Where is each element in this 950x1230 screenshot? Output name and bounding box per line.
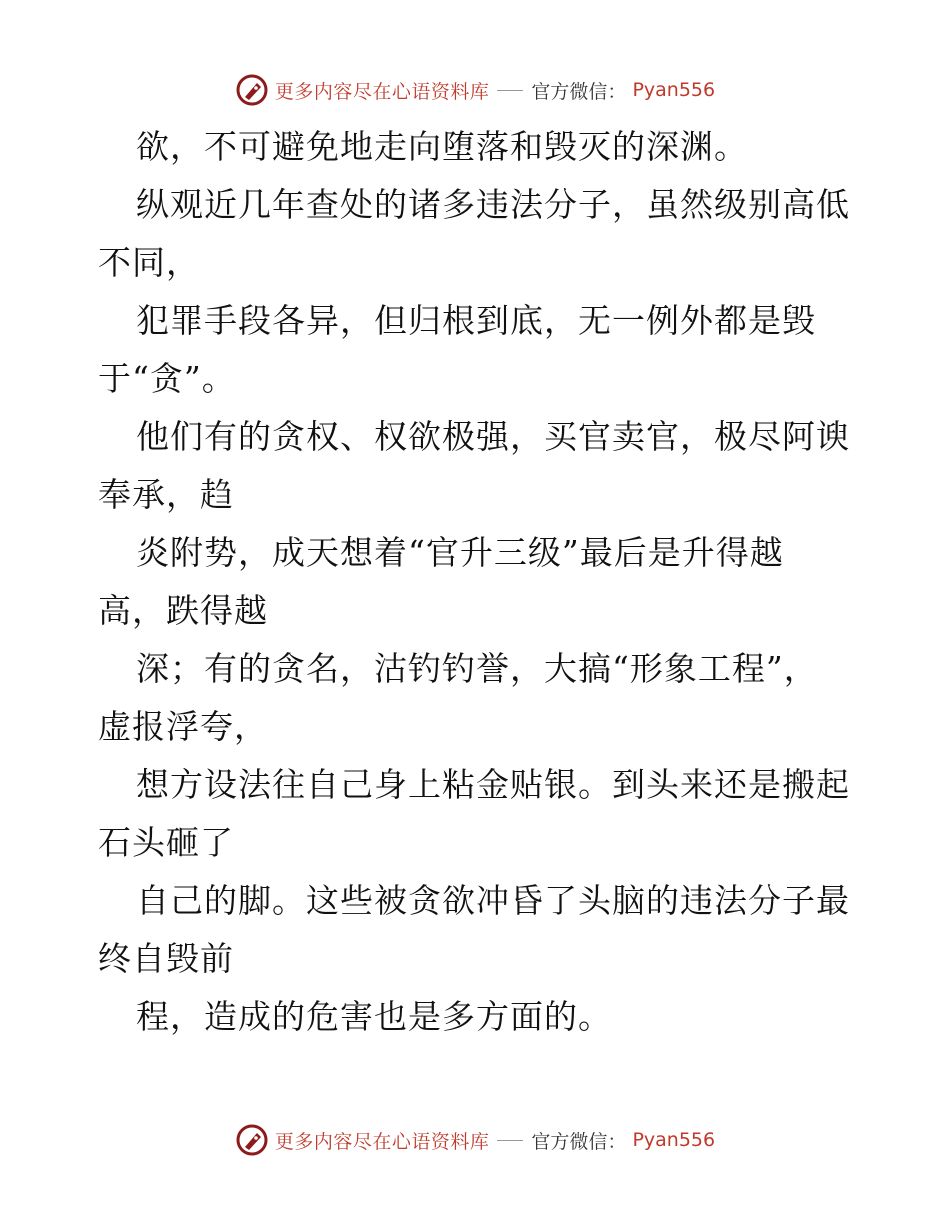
footer-watermark (0, 1120, 950, 1160)
text-line: 犯罪手段各异，但归根到底，无一例外都是毁 (136, 301, 816, 340)
text-line: 炎附势，成天想着“官升三级”最后是升得越 (136, 533, 784, 572)
watermark-main-text: 更多内容尽在心语资料库 (274, 1130, 490, 1153)
watermark-main-text: 更多内容尽在心语资料库 (274, 80, 490, 103)
watermark-wechat-id: Pyan556 (632, 1129, 716, 1151)
header-watermark (0, 70, 950, 110)
text-line: 纵观近几年查处的诸多违法分子，虽然级别高低 (136, 185, 850, 224)
text-line: 欲，不可避免地走向堕落和毁灭的深渊。 (136, 127, 748, 166)
watermark-wechat-label: 官方微信： (531, 80, 627, 103)
watermark-wechat-label: 官方微信： (531, 1130, 627, 1153)
text-line: 高，跌得越 (98, 591, 268, 630)
text-line: 深；有的贪名，沽钓钓誉，大搞“形象工程”， (136, 649, 818, 688)
text-line: 他们有的贪权、权欲极强，买官卖官，极尽阿谀 (136, 417, 850, 456)
watermark-wechat-id: Pyan556 (632, 79, 716, 101)
text-line: 想方设法往自己身上粘金贴银。到头来还是搬起 (136, 765, 850, 804)
watermark-dash (497, 1140, 523, 1141)
text-line: 自己的脚。这些被贪欲冲昏了头脑的违法分子最 (136, 881, 850, 920)
text-line: 终自毁前 (98, 939, 234, 978)
text-line: 虚报浮夸， (98, 707, 268, 746)
watermark-dash (497, 90, 523, 91)
text-line: 不同， (98, 243, 200, 282)
pen-nib-logo-icon (235, 1123, 269, 1157)
text-line: 石头砸了 (98, 823, 234, 862)
text-line: 程，造成的危害也是多方面的。 (136, 997, 612, 1036)
document-body (98, 118, 858, 1046)
text-line: 于“贪”。 (98, 359, 236, 398)
text-line: 奉承，趋 (98, 475, 234, 514)
pen-nib-logo-icon (235, 73, 269, 107)
